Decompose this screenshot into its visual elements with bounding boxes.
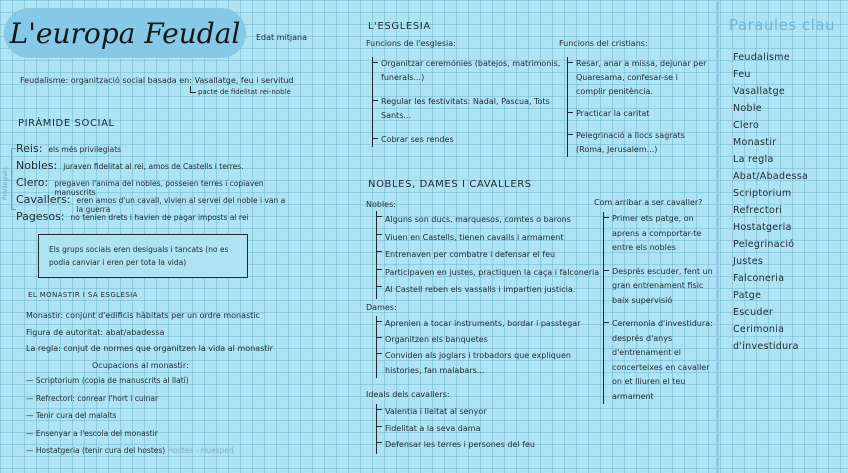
list-item: Primer ets patge, on aprens a comportar-te entre els nobles [604,212,716,256]
list-item: — Tenir cura del malalts [26,411,117,420]
nobles-heading: NOBLES, DAMES I CAVALLERS [368,179,532,190]
privileged-label: Privilegiats [2,167,9,200]
knight-steps [603,212,716,404]
list-item: — Refrectori: conrear l'hort i cuinar [26,393,159,403]
pyramid-row: Pagesos: no tenien drets i havien de pagar imposts al rei [16,210,249,223]
ideals-list [376,404,587,454]
monastery-line: Monastir: conjunt d'edificis hàbitats per un ordre monastic [26,311,260,320]
ideals-subheading: Ideals dels cavallers: [366,390,450,399]
keyword-item: Abat/Abadessa [733,171,809,182]
feudalism-definition: Feudalisme: organització social basada en: Vasallatge, feu i servitud [20,76,294,85]
subtitle: Edat mitjana [256,33,307,42]
list-item: Organitzen els banquetes [377,332,587,348]
keyword-item: Cerimonia d'investidura [733,324,799,352]
christians-heading: Funcions del cristians: [559,39,648,48]
pyramid-heading: PIRÀMIDE SOCIAL [18,118,115,129]
keyword-item: Refrectori [733,205,783,216]
list-item: Participaven en justes, practiquen la caça i falconeria [377,264,587,282]
list-item: — Scriptorium (copia de manuscrits al llatí) [26,376,189,385]
privileged-brace [11,148,16,210]
feudalism-note: pacte de fidelitat rei-noble [198,88,291,96]
monastery-heading: EL MONASTIR I SA ESGLESIA [28,291,138,299]
monastery-line: Figura de autoritat: abat/abadessa [26,328,165,337]
list-item: Alguns son ducs, marquesos, comtes o barons [377,211,587,229]
keyword-item: Clero [733,120,760,131]
nobles-list [376,211,600,299]
keyword-item: Patge [733,290,762,301]
nobles-subheading: Nobles: [366,200,396,209]
keyword-item: Feudalisme [733,52,790,63]
church-functions-heading: Funcions de l'esglesia: [366,39,456,48]
list-item: Cobrar ses rendes [373,133,551,147]
keyword-item: Falconeria [733,273,785,284]
church-functions-list [372,57,561,147]
keyword-item: Hostatgeria [733,222,792,233]
list-item: Viuen en Castells, tienen cavalls i armament [377,229,587,247]
dames-subheading: Dames: [366,303,397,312]
keyword-item: Scriptorium [733,188,792,199]
monastery-line: La regla: conjut de normes que organitzen la vida al monastir [26,344,273,353]
list-item: Resar, anar a missa, dejunar per Quaresama, confesar-se i complir penitència. [568,57,708,99]
keyword-item: Justes [733,256,764,267]
pyramid-row: Clero: pregaven l'anima del nobles, posseien terres i copiaven manuscrits [16,176,264,197]
feudalism-pillars: Vasallatge, feu i servitud [194,76,294,85]
list-item: Pelegrinació a llocs sagrats (Roma, Jerusalem...) [568,129,708,157]
pyramid-row: Reis: els més privilegiats [16,142,122,155]
page-title: L'europa Feudal [9,16,241,50]
keyword-item: Noble [733,103,762,114]
list-item: Organitzar ceremónies (batejos, matrimonis, funerals...) [373,57,551,85]
pyramid-row: Cavallers: eren amos d'un cavall, vivien al servei del noble i van a la guerra [16,193,286,214]
dames-list [376,316,587,378]
keyword-item: Vasallatge [733,86,786,97]
list-item: Defensar les terres i persones del feu [377,437,587,454]
list-item: — Ensenyar a l'escola del monastir [26,428,158,438]
note-connector [190,86,196,93]
faint-note: Hostes - Huesped [167,446,234,455]
keywords-sidebar [716,0,848,473]
list-item: Després escuder, fent un gran entrenament fisic baix supervisió [604,265,716,309]
list-item: — Hostatgeria (tenir cura del hostes) Hostes - Huesped [26,446,234,455]
church-heading: L'ESGLESIA [368,21,431,32]
knight-heading: Com arribar a ser cavaller? [594,198,703,207]
list-item: Valentia i lleitat al senyor [377,404,587,421]
list-item: Conviden als joglars i trobadors que expliquen histories, fan malabars... [377,348,587,378]
list-item: Practicar la caritat [568,107,708,121]
list-item: Al Castell reben els vassalls i impartien justicia. [377,281,587,299]
keyword-item: Pelegrinació [733,239,795,250]
keyword-item: Escuder [733,307,774,318]
pyramid-list [16,142,286,227]
occupations-heading: Ocupacions al monastir: [92,361,189,370]
christians-list [567,57,708,157]
keywords-list [719,34,848,355]
occupations-list [26,372,266,460]
pyramid-row: Nobles: juraven fidelitat al rei, amos de Castells i terres. [16,159,244,172]
title-banner [4,8,246,58]
keyword-item: Monastir [733,137,777,148]
list-item: Aprenien a tocar instruments, bordar i passtegar [377,316,587,332]
list-item: Fidelitat a la seva dama [377,421,587,438]
keywords-heading: Paraules clau [729,16,836,34]
keyword-item: Feu [733,69,751,80]
keyword-item: La regla [733,154,774,165]
list-item: Entrenaven per combatre i defensar el feu [377,246,587,264]
list-item: Ceremonia d'investidura: després d'anys d'entrenament el concerteixes en cavaller on et lliuren el teu armament [604,317,716,404]
summary-box: Els grups socials eren desiguals i tancats (no es podia canviar i eren per tota la vida) [38,234,248,278]
list-item: Regular les festivitats: Nadal, Pascua, Tots Sants... [373,95,551,123]
